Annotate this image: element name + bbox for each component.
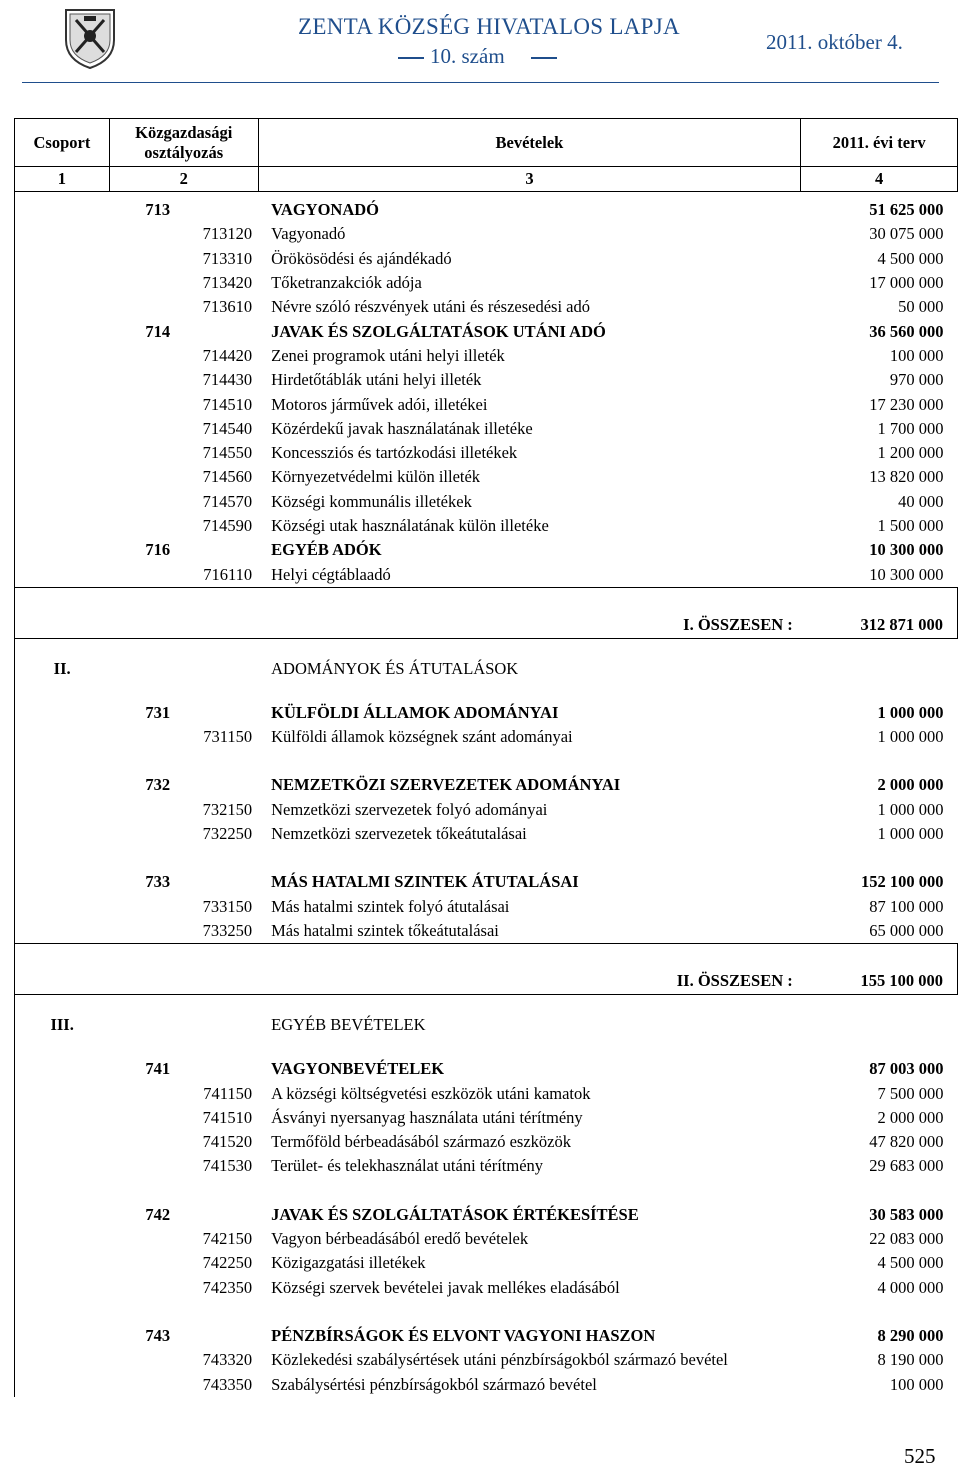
spacer-cell <box>258 749 801 773</box>
column-header: 2011. évi terv <box>801 119 958 167</box>
spacer-cell <box>109 846 258 870</box>
account-code: 713420 <box>202 273 253 293</box>
page-number: 525 <box>904 1444 936 1468</box>
revenue-label: A községi költségvetési eszközök utáni kamatok <box>271 1083 591 1103</box>
section-blank <box>801 1007 958 1043</box>
plan-amount: 970 000 <box>889 370 944 390</box>
revenue-label: Közlekedési szabálysértések utáni pénzbírságokból származó bevétel <box>271 1350 728 1370</box>
plan-amount: 30 075 000 <box>869 224 944 244</box>
revenue-label: Községi szervek bevételei javak mellékes eladásából <box>271 1277 620 1297</box>
group-cell <box>15 1276 110 1300</box>
total-row <box>15 612 958 639</box>
revenue-label: Környezetvédelmi külön illeték <box>271 467 481 487</box>
plan-amount: 47 820 000 <box>869 1132 944 1152</box>
group-row <box>15 1057 958 1081</box>
group-cell <box>15 465 110 489</box>
group-row <box>15 1324 958 1348</box>
group-cell <box>15 247 110 271</box>
group-code: 731 <box>145 702 171 722</box>
revenue-label: Más hatalmi szintek tőkeátutalásai <box>271 920 499 940</box>
table-row <box>15 392 958 416</box>
table-row <box>15 1227 958 1251</box>
account-code: 716110 <box>203 564 253 584</box>
plan-amount: 40 000 <box>898 491 944 511</box>
plan-amount: 100 000 <box>889 1374 944 1394</box>
group-row <box>15 773 958 797</box>
revenue-label: Nemzetközi szervezetek folyó adományai <box>271 799 548 819</box>
group-cell <box>15 1154 110 1178</box>
issue-date: 2011. október 4. <box>766 30 903 54</box>
spacer-cell <box>15 846 110 870</box>
revenue-label: Közigazgatási illetékek <box>271 1253 426 1273</box>
table-row <box>15 1348 958 1372</box>
group-cell <box>15 919 110 944</box>
revenue-label: VAGYONADÓ <box>271 200 379 220</box>
group-cell <box>15 1106 110 1130</box>
revenue-label: Örökösödési és ajándékadó <box>271 248 452 268</box>
group-cell <box>15 344 110 368</box>
account-code: 713310 <box>202 248 253 268</box>
revenue-label: NEMZETKÖZI SZERVEZETEK ADOMÁNYAI <box>271 775 621 795</box>
spacer-cell <box>801 1179 958 1203</box>
group-code: 714 <box>145 321 171 341</box>
plan-amount: 17 230 000 <box>869 394 944 414</box>
total-blank <box>15 968 110 995</box>
group-cell <box>15 198 110 222</box>
account-code: 714420 <box>202 345 253 365</box>
plan-amount: 10 300 000 <box>869 540 944 560</box>
plan-amount: 50 000 <box>898 297 944 317</box>
publication-title: ZENTA KÖZSÉG HIVATALOS LAPJA <box>298 14 680 39</box>
account-code: 714430 <box>202 370 253 390</box>
group-cell <box>15 1130 110 1154</box>
group-cell <box>15 514 110 538</box>
revenue-label: EGYÉB ADÓK <box>271 540 382 560</box>
revenue-label: Koncessziós és tartózkodási illetékek <box>271 443 518 463</box>
group-cell <box>15 562 110 587</box>
spacer-row <box>15 687 958 701</box>
revenue-label: Tőketranzakciók adója <box>271 273 422 293</box>
group-code: 742 <box>145 1204 171 1224</box>
table-row <box>15 417 958 441</box>
account-code: 714570 <box>202 491 253 511</box>
section-heading-row <box>15 651 958 687</box>
group-cell <box>15 1348 110 1372</box>
plan-amount: 1 500 000 <box>877 516 944 535</box>
revenue-label: VAGYONBEVÉTELEK <box>271 1059 445 1079</box>
plan-amount: 65 000 000 <box>869 920 944 940</box>
revenue-label: Nemzetközi szervezetek tőkeátutalásai <box>271 824 527 844</box>
total-label: I. ÖSSZESEN : <box>258 612 801 639</box>
spacer-cell <box>15 687 958 701</box>
table-row <box>15 490 958 514</box>
column-number: 3 <box>258 167 801 192</box>
table-row <box>15 1154 958 1178</box>
spacer-cell <box>15 995 958 1008</box>
group-row <box>15 1203 958 1227</box>
plan-amount: 4 000 000 <box>877 1277 944 1297</box>
total-row <box>15 968 958 995</box>
plan-amount: 87 100 000 <box>869 896 944 916</box>
plan-amount: 22 083 000 <box>869 1229 944 1249</box>
spacer-row <box>15 1300 958 1324</box>
revenue-label: JAVAK ÉS SZOLGÁLTATÁSOK UTÁNI ADÓ <box>271 321 606 341</box>
table-row <box>15 562 958 587</box>
section-title: ADOMÁNYOK ÉS ÁTUTALÁSOK <box>271 658 519 678</box>
account-code: 714540 <box>202 418 253 438</box>
table-header-row <box>15 119 958 167</box>
plan-amount: 51 625 000 <box>869 200 944 220</box>
account-code: 743350 <box>202 1374 253 1394</box>
account-code: 714590 <box>202 516 253 535</box>
spacer-row <box>15 587 958 612</box>
table-row <box>15 1276 958 1300</box>
section-roman: III. <box>15 1007 110 1043</box>
spacer-cell <box>109 749 258 773</box>
revenue-label: Termőföld bérbeadásából származó eszközök <box>271 1132 571 1152</box>
group-code: 713 <box>145 200 171 220</box>
table-row <box>15 441 958 465</box>
account-code: 742250 <box>202 1253 253 1273</box>
spacer-cell <box>801 587 958 612</box>
table-row <box>15 798 958 822</box>
revenue-label: Névre szóló részvények utáni és részesedési adó <box>271 297 590 317</box>
spacer-cell <box>109 944 258 969</box>
plan-amount: 13 820 000 <box>869 467 944 487</box>
revenue-label: MÁS HATALMI SZINTEK ÁTUTALÁSAI <box>271 872 579 892</box>
account-code: 714550 <box>202 443 253 463</box>
table-row <box>15 1372 958 1396</box>
table-row <box>15 919 958 944</box>
plan-amount: 29 683 000 <box>869 1156 944 1176</box>
group-code: 733 <box>145 872 171 892</box>
table-row <box>15 1251 958 1275</box>
spacer-cell <box>258 587 801 612</box>
account-code: 741530 <box>202 1156 253 1176</box>
plan-amount: 2 000 000 <box>877 775 944 795</box>
spacer-cell <box>258 944 801 969</box>
group-cell <box>15 725 110 749</box>
revenue-label: Zenei programok utáni helyi illeték <box>271 345 505 365</box>
revenue-label: Ásványi nyersanyag használata utáni térítmény <box>271 1107 583 1127</box>
spacer-row <box>15 749 958 773</box>
group-row <box>15 319 958 343</box>
total-amount: 312 871 000 <box>801 612 958 639</box>
account-code: 732150 <box>202 799 253 819</box>
revenue-table <box>14 118 958 1397</box>
plan-amount: 2 000 000 <box>877 1107 944 1127</box>
group-row <box>15 701 958 725</box>
plan-amount: 1 000 000 <box>877 702 944 722</box>
total-blank <box>15 612 110 639</box>
issue-dash-right <box>531 57 557 59</box>
revenue-label: JAVAK ÉS SZOLGÁLTATÁSOK ÉRTÉKESÍTÉSE <box>271 1204 639 1224</box>
revenue-label: KÜLFÖLDI ÁLLAMOK ADOMÁNYAI <box>271 702 559 722</box>
revenue-label: Vagyonadó <box>271 224 346 244</box>
group-cell <box>15 368 110 392</box>
group-cell <box>15 417 110 441</box>
table-row <box>15 1081 958 1105</box>
plan-amount: 1 000 000 <box>877 727 944 747</box>
group-cell <box>15 895 110 919</box>
group-cell <box>15 271 110 295</box>
group-cell <box>15 392 110 416</box>
spacer-cell <box>801 944 958 969</box>
group-cell <box>15 1057 110 1081</box>
plan-amount: 36 560 000 <box>869 321 944 341</box>
spacer-row <box>15 638 958 651</box>
group-cell <box>15 295 110 319</box>
column-number-row <box>15 167 958 192</box>
spacer-cell <box>801 846 958 870</box>
group-cell <box>15 701 110 725</box>
table-row <box>15 271 958 295</box>
account-code: 742350 <box>202 1277 253 1297</box>
group-cell <box>15 1081 110 1105</box>
account-code: 742150 <box>202 1229 253 1249</box>
total-amount: 155 100 000 <box>801 968 958 995</box>
group-code: 716 <box>145 540 171 560</box>
spacer-cell <box>15 638 958 651</box>
spacer-cell <box>15 1179 110 1203</box>
revenue-label: Községi kommunális illetékek <box>271 491 472 511</box>
table-row <box>15 368 958 392</box>
spacer-cell <box>258 1300 801 1324</box>
table-row <box>15 465 958 489</box>
group-cell <box>15 490 110 514</box>
group-code: 732 <box>145 775 171 795</box>
group-cell <box>15 1227 110 1251</box>
plan-amount: 8 190 000 <box>877 1350 944 1370</box>
spacer-row <box>15 846 958 870</box>
spacer-cell <box>258 1179 801 1203</box>
table-row <box>15 514 958 538</box>
group-cell <box>15 870 110 894</box>
account-code: 733250 <box>202 920 253 940</box>
plan-amount: 1 200 000 <box>877 443 944 463</box>
plan-amount: 87 003 000 <box>869 1059 944 1079</box>
group-cell <box>15 1203 110 1227</box>
table-row <box>15 1106 958 1130</box>
plan-amount: 100 000 <box>889 345 944 365</box>
revenue-label: PÉNZBÍRSÁGOK ÉS ELVONT VAGYONI HASZON <box>271 1325 656 1345</box>
revenue-label: Külföldi államok községnek szánt adományai <box>271 727 573 747</box>
total-blank <box>109 968 258 995</box>
group-cell <box>15 538 110 562</box>
plan-amount: 1 000 000 <box>877 824 944 844</box>
plan-amount: 1 000 000 <box>877 799 944 819</box>
plan-amount: 152 100 000 <box>861 872 944 892</box>
account-code: 741520 <box>202 1132 253 1152</box>
section-roman: II. <box>15 651 110 687</box>
coat-of-arms-logo <box>62 6 118 70</box>
column-header: Bevételek <box>258 119 801 167</box>
group-cell <box>15 1324 110 1348</box>
revenue-label: Motoros járművek adói, illetékei <box>271 394 488 414</box>
revenue-label: Hirdetőtáblák utáni helyi illeték <box>271 370 482 390</box>
issue-dash-left <box>398 57 424 59</box>
table-row <box>15 1130 958 1154</box>
account-code: 713120 <box>202 224 253 244</box>
plan-amount: 17 000 000 <box>869 273 944 293</box>
table-row <box>15 344 958 368</box>
table-row <box>15 295 958 319</box>
revenue-label: Közérdekű javak használatának illetéke <box>271 418 533 438</box>
spacer-cell <box>801 1300 958 1324</box>
column-number: 1 <box>15 167 110 192</box>
spacer-cell <box>109 1300 258 1324</box>
spacer-row <box>15 995 958 1008</box>
revenue-label: Helyi cégtáblaadó <box>271 564 391 584</box>
spacer-cell <box>15 749 110 773</box>
plan-amount: 30 583 000 <box>869 1204 944 1224</box>
spacer-row <box>15 1043 958 1057</box>
revenue-label: Más hatalmi szintek folyó átutalásai <box>271 896 510 916</box>
group-cell <box>15 773 110 797</box>
group-cell <box>15 1251 110 1275</box>
account-code: 731150 <box>203 727 253 747</box>
header-rule <box>22 82 939 83</box>
group-code: 741 <box>145 1059 171 1079</box>
group-row <box>15 538 958 562</box>
spacer-cell <box>258 846 801 870</box>
account-code: 714560 <box>202 467 253 487</box>
spacer-cell <box>109 1179 258 1203</box>
account-code: 714510 <box>202 394 253 414</box>
section-blank <box>801 651 958 687</box>
revenue-label: Szabálysértési pénzbírságokból származó bevétel <box>271 1374 597 1394</box>
table-row <box>15 895 958 919</box>
account-code: 743320 <box>202 1350 253 1370</box>
group-cell <box>15 222 110 246</box>
section-blank <box>109 1007 258 1043</box>
column-header: Csoport <box>15 119 110 167</box>
spacer-cell <box>15 1043 958 1057</box>
revenue-label: Községi utak használatának külön illetéke <box>271 516 549 535</box>
group-cell <box>15 822 110 846</box>
table-row <box>15 247 958 271</box>
account-code: 741510 <box>202 1107 253 1127</box>
group-row <box>15 870 958 894</box>
spacer-cell <box>15 944 110 969</box>
total-blank <box>109 612 258 639</box>
spacer-cell <box>109 587 258 612</box>
plan-amount: 8 290 000 <box>877 1325 944 1345</box>
group-cell <box>15 319 110 343</box>
spacer-row <box>15 944 958 969</box>
group-code: 743 <box>145 1325 171 1345</box>
issue-number: 10. szám <box>430 44 505 68</box>
account-code: 733150 <box>202 896 253 916</box>
plan-amount: 10 300 000 <box>869 564 944 584</box>
group-cell <box>15 798 110 822</box>
plan-amount: 4 500 000 <box>877 1253 944 1273</box>
spacer-row <box>15 1179 958 1203</box>
section-blank <box>109 651 258 687</box>
table-row <box>15 222 958 246</box>
table-row <box>15 725 958 749</box>
table-row <box>15 822 958 846</box>
account-code: 741150 <box>203 1083 253 1103</box>
revenue-label: Terület- és telekhasználat utáni térítmény <box>271 1156 544 1176</box>
plan-amount: 1 700 000 <box>877 418 944 438</box>
plan-amount: 7 500 000 <box>877 1083 944 1103</box>
group-row <box>15 198 958 222</box>
column-number: 4 <box>801 167 958 192</box>
spacer-cell <box>15 1300 110 1324</box>
section-heading-row <box>15 1007 958 1043</box>
total-label: II. ÖSSZESEN : <box>258 968 801 995</box>
column-number: 2 <box>109 167 258 192</box>
plan-amount: 4 500 000 <box>877 248 944 268</box>
account-code: 713610 <box>202 297 253 317</box>
group-cell <box>15 1372 110 1396</box>
column-header: Közgazdasági osztályozás <box>109 119 258 167</box>
spacer-cell <box>801 749 958 773</box>
section-title: EGYÉB BEVÉTELEK <box>271 1015 426 1035</box>
revenue-label: Vagyon bérbeadásából eredő bevételek <box>271 1229 529 1249</box>
group-cell <box>15 441 110 465</box>
spacer-cell <box>15 587 110 612</box>
account-code: 732250 <box>202 824 253 844</box>
